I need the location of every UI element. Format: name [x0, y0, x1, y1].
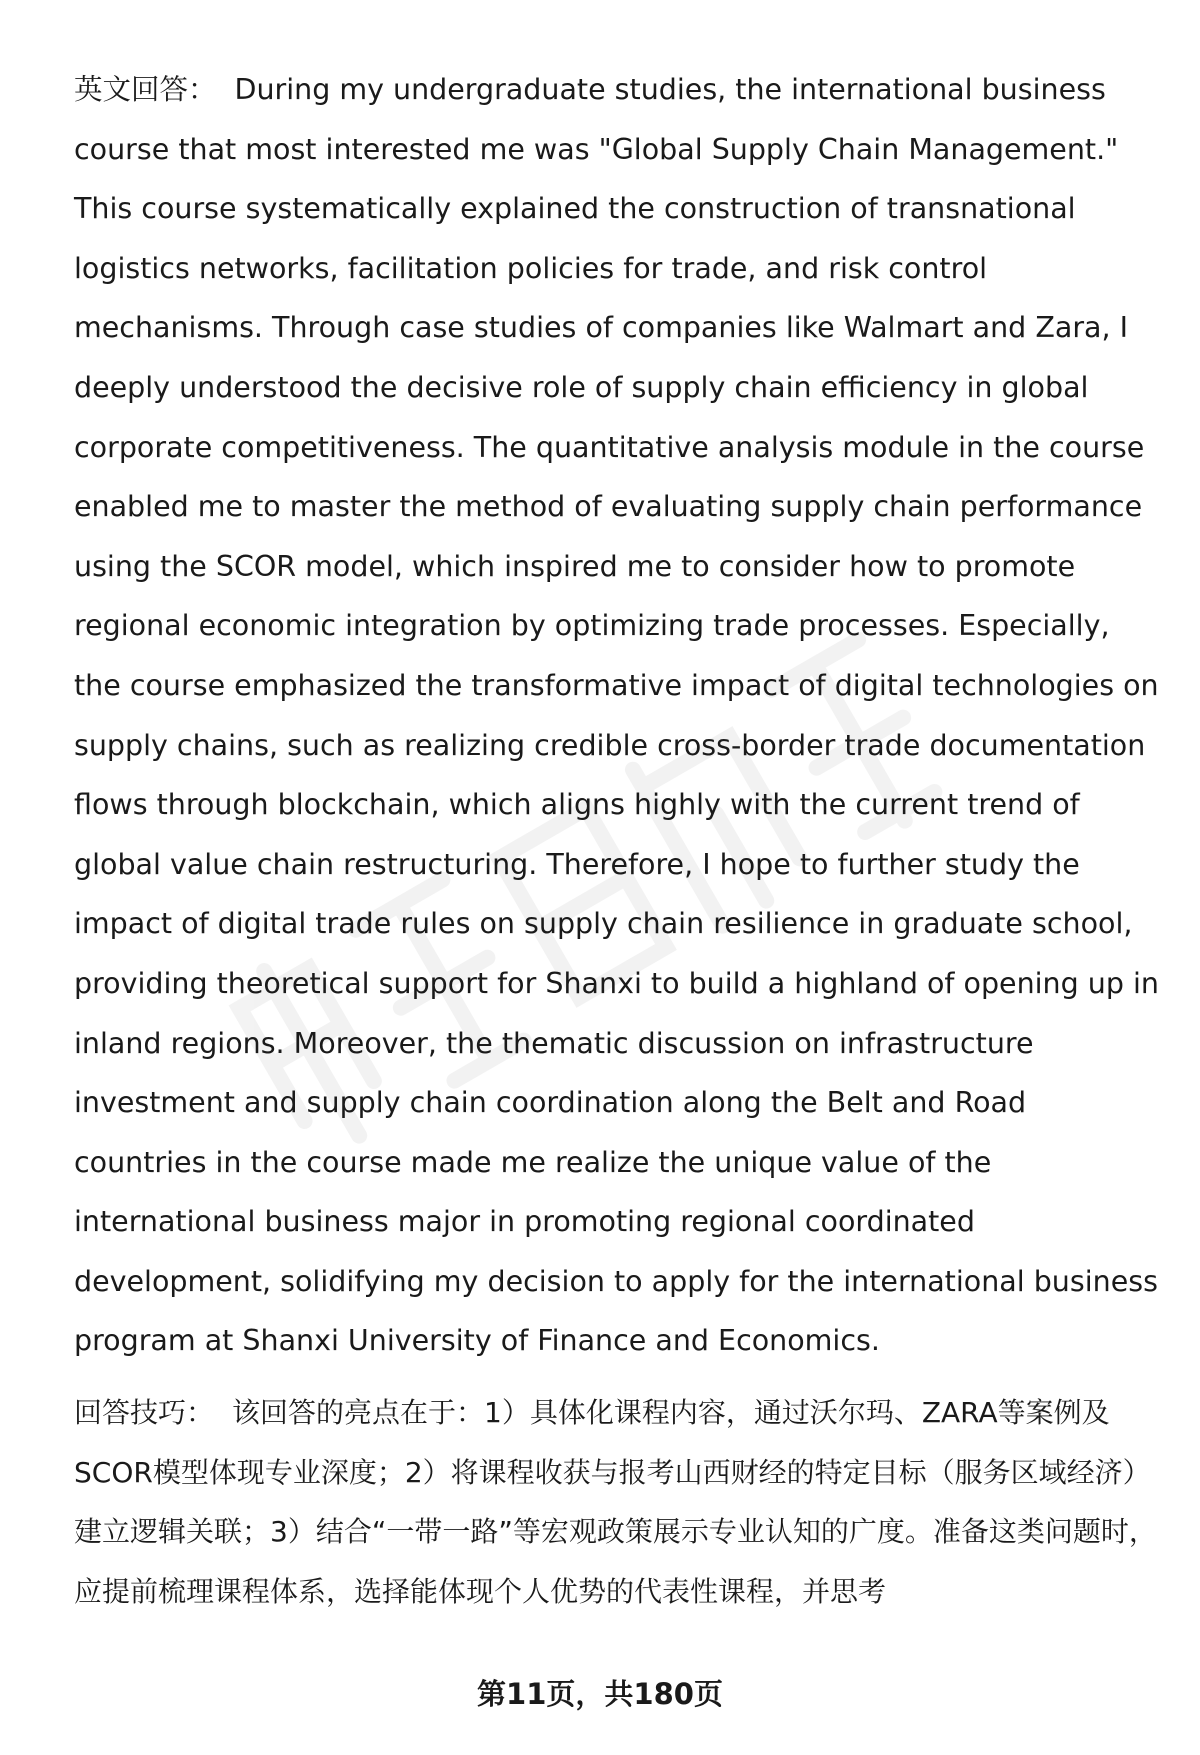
answer-tips-label: 回答技巧： [74, 1396, 215, 1430]
answer-tips-text: 该回答的亮点在于：1）具体化课程内容，通过沃尔玛、ZARA等案例及SCOR模型体现专业深度；2）将课程收获与报考山西财经的特定目标（服务区域经济）建立逻辑关联；3）结合“一带一路”等宏观政策展示专业认知的广度。准备这类问题时，应提前梳理课程体系，选择能体现个人优势的代表性课程，并思考 [74, 1396, 1157, 1608]
content-area [74, 60, 1164, 1621]
english-answer-text: During my undergraduate studies, the international business course that most interested me was "Global Supply Chain Management." This course systematically explained the construction of transnational logistics networks, facilitation policies for trade, and risk control mechanisms. Through case studies of companies like Walmart and Zara, I deeply understood the decisive role of supply chain efficiency in global corporate competitiveness. The quantitative analysis module in the course enabled me to master the method of evaluating supply chain performance using the SCOR model, which inspired me to consider how to promote regional economic integration by optimizing trade processes. Especially, the course emphasized the transformative impact of digital technologies on supply chains, such as realizing credible cross-border trade documentation flows through blockchain, which aligns highly with the current trend of global value chain restructuring. Therefore, I hope to further study the impact of digital trade rules on supply chain resilience in graduate school, providing theoretical support for Shanxi to build a highland of opening up in inland regions. Moreover, the thematic discussion on infrastructure investment and supply chain coordination along the Belt and Road countries in the course made me realize the unique value of the international business major in promoting regional coordinated development, solidifying my decision to apply for the international business program at Shanxi University of Finance and Economics. [74, 73, 1159, 1358]
page-number: 第11页，共180页 [477, 1677, 723, 1711]
answer-tips-paragraph [74, 1383, 1164, 1621]
english-answer-paragraph [74, 60, 1164, 1371]
english-answer-label: 英文回答： [74, 73, 217, 106]
